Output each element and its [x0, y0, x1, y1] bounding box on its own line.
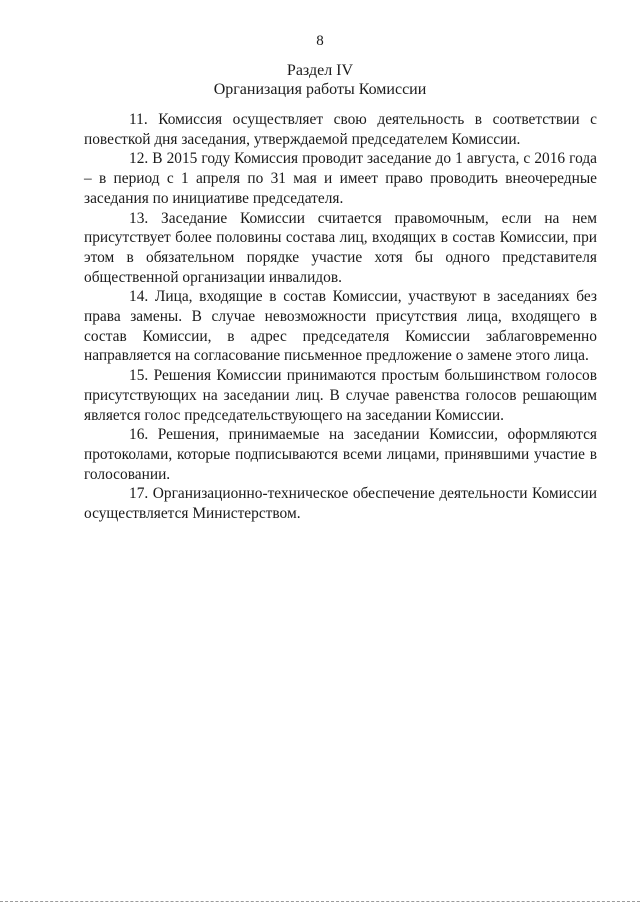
paragraph-13: 13. Заседание Комиссии считается правомочным, если на нем присутствует более половины состава лиц, входящих в состав Комиссии, при этом в обязательном порядке участие хотя бы одного представителя общественной организации инвалидов. — [84, 209, 597, 286]
paragraph-16: 16. Решения, принимаемые на заседании Комиссии, оформляются протоколами, которые подписываются всеми лицами, принявшими участие в голосовании. — [84, 426, 597, 483]
paragraph-15: 15. Решения Комиссии принимаются простым большинством голосов присутствующих на заседании лиц. В случае равенства голосов решающим является голос председательствующего на заседании Комиссии. — [84, 367, 597, 424]
section-heading — [0, 61, 640, 99]
section-title: Раздел IV — [286, 62, 354, 79]
section-subtitle: Организация работы Комиссии — [213, 81, 427, 98]
document-body — [84, 110, 597, 524]
scan-edge-line — [0, 901, 640, 902]
page-number: 8 — [316, 33, 324, 49]
paragraph-14: 14. Лица, входящие в состав Комиссии, участвуют в заседаниях без права замены. В случае невозможности присутствия лица, входящего в состав Комиссии, в адрес председателя Комиссии заблаговременно направляется на согласование письменное предложение о замене этого лица. — [84, 288, 597, 365]
paragraph-17: 17. Организационно-техническое обеспечение деятельности Комиссии осуществляется Министерством. — [84, 485, 597, 523]
paragraph-11: 11. Комиссия осуществляет свою деятельность в соответствии с повесткой дня заседания, утверждаемой председателем Комиссии. — [84, 111, 597, 148]
paragraph-12: 12. В 2015 году Комиссия проводит заседание до 1 августа, с 2016 года – в период с 1 апреля по 31 мая и имеет право проводить внеочередные заседания по инициативе председателя. — [84, 150, 597, 207]
